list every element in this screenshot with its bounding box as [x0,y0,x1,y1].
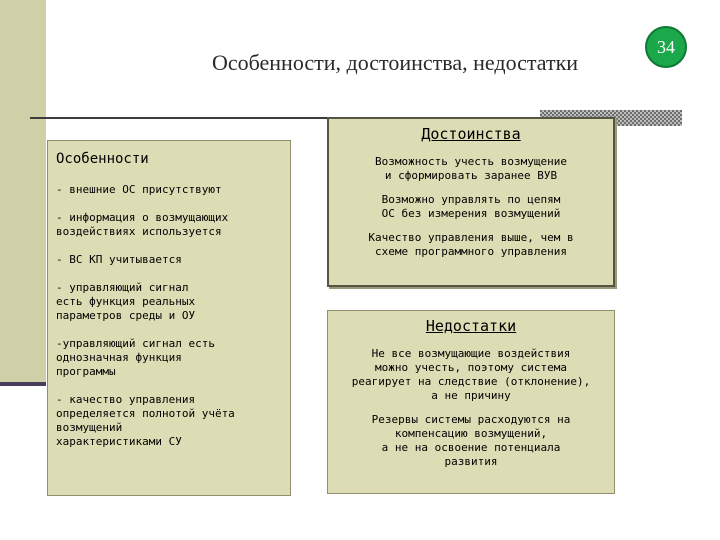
advantages-item: Качество управления выше, чем в схеме программного управления [368,231,574,258]
disadvantages-item: Резервы системы расходуются на компенсацию возмущений, а не на освоение потенциала развития [371,413,571,468]
features-heading: Особенности [56,151,149,167]
advantages-item: Возможно управлять по цепям ОС без измерения возмущений [381,193,561,220]
slide-title: Особенности, достоинства, недостатки [211,50,579,75]
disadvantages-heading: Недостатки [425,317,517,335]
features-item: - ВС КП учитывается [56,253,182,266]
features-item: - информация о возмущающих воздействиях используется [56,211,229,238]
page-number-badge: 34 [645,26,687,68]
features-item: - качество управления определяется полнотой учёта возмущений характеристиками СУ [56,393,235,448]
disadvantages-item: Не все возмущающие воздействия можно учесть, поэтому система реагирует на следствие (отклонение), а не причину [351,347,591,402]
features-item: - управляющий сигнал есть функция реальных параметров среды и ОУ [56,281,196,322]
advantages-item: Возможность учесть возмущение и сформировать заранее ВУВ [374,155,568,182]
features-panel [47,140,291,496]
advantages-heading: Достоинства [421,125,521,143]
features-item: - внешние ОС присутствуют [56,183,222,196]
disadvantages-panel [327,310,615,494]
left-decor-strip [0,0,46,382]
left-decor-accent [0,382,46,386]
advantages-panel [327,117,615,287]
features-item: -управляющий сигнал есть однозначная функция программы [56,337,215,378]
